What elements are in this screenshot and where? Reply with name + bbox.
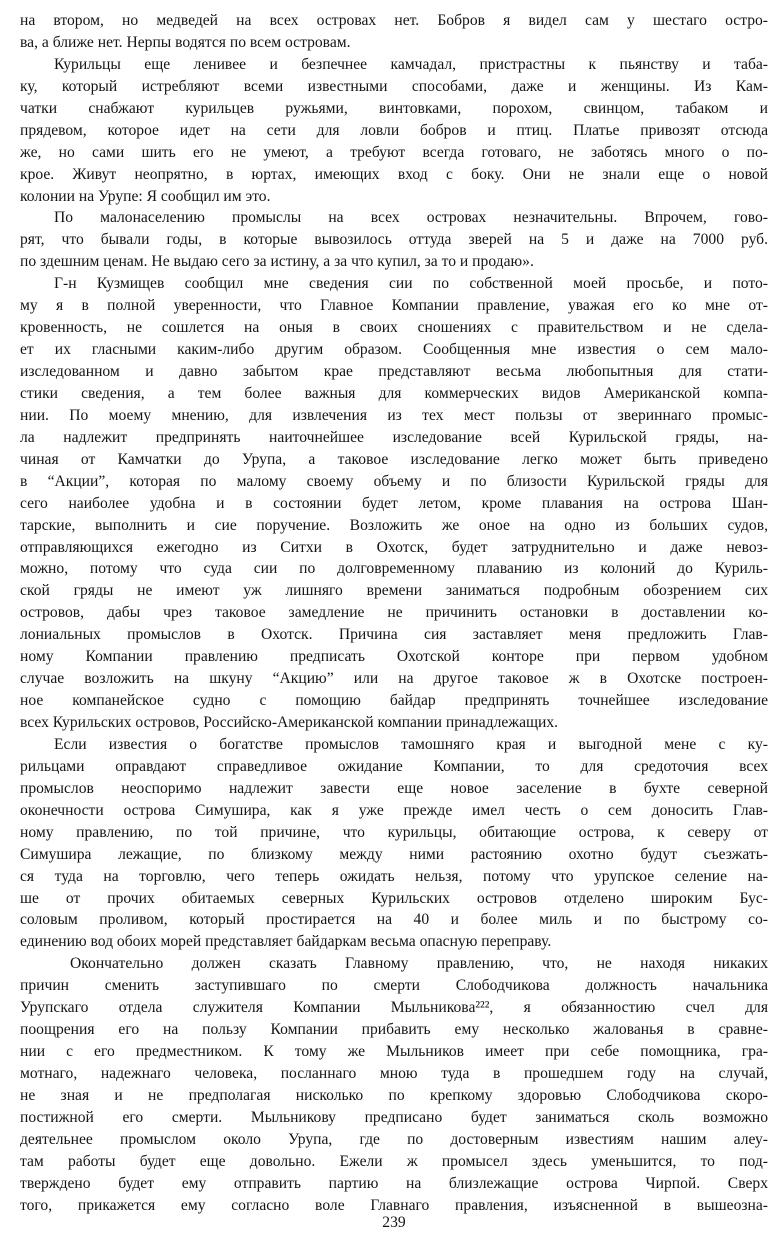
text-line: ва, а ближе нет. Нерпы водятся по всем островам. xyxy=(20,33,351,51)
book-page xyxy=(20,10,768,1238)
text-line: всех Курильских островов, Российско-Американской компании принадлежащих. xyxy=(20,714,559,731)
text-line: рят, что бывали годы, в которые вывозилось оттуда зверей на 5 и даже на 7000 руб. xyxy=(20,231,768,249)
text-line: изследованном и давно забытом крае представляют весьма любопытныя для стати- xyxy=(20,363,768,380)
text-line: му я в полной уверенности, что Главное Компании правление, уважая его ко мне от- xyxy=(20,297,768,315)
text-line: Г-н Кузмищев сообщил мне сведения сии по собственной моей просьбе, и пото- xyxy=(54,275,768,293)
text-line: Урупскаго отдела служителя Компании Мыльникова²²², я обязанностию счел для xyxy=(20,999,768,1017)
text-line: деятельнее промыслом около Урупа, где по достоверным известиям нашим алеу- xyxy=(20,1130,768,1148)
paragraph xyxy=(20,953,768,1216)
text-line: оконечности острова Симушира, как я уже прежде имел честь о сем доносить Глав- xyxy=(20,801,768,819)
paragraph xyxy=(20,54,768,208)
text-line: стики сведения, а тем более важныя для коммерческих видов Американской компа- xyxy=(20,384,768,402)
text-line: Окончательно должен сказать Главному правлению, что, не находя никаких xyxy=(70,955,768,973)
text-line: ше от прочих обитаемых северных Курильских островов отделено широким Бус- xyxy=(20,889,768,907)
text-line: лониальных промыслов в Охотск. Причина сия заставляет меня предложить Глав- xyxy=(20,626,768,644)
paragraph xyxy=(20,207,768,273)
text-line: того, прикажется ему согласно воле Главнаго правления, изъясненной в вышеозна- xyxy=(20,1196,768,1214)
text-line: промыслов неоспоримо надлежит завести еще новое заселение в бухте северной xyxy=(20,779,768,797)
text-line: рильцами оправдают справедливое ожидание Компании, то для средоточия всех xyxy=(20,757,768,775)
text-line: ской гряды не имеют уж лишняго времени заниматься подробным обозрением сих xyxy=(20,582,768,600)
text-line: можно, потому что суда сии по долговременному плаванию из колоний до Куриль- xyxy=(20,560,768,578)
text-line: тверждено будет ему отправить партию на близлежащие острова Чирпой. Сверх xyxy=(20,1174,768,1192)
text-line: островов, дабы чрез таковое замедление не причинить остановки в доставлении ко- xyxy=(20,604,768,622)
text-line: ному правлению, по той причине, что курильцы, обитающие острова, к северу от xyxy=(20,823,768,841)
text-line: отправляющихся ежегодно из Ситхи в Охотск, будет затруднительно и даже невоз- xyxy=(20,538,768,556)
text-line: случае возложить на шкуну “Акцию” или на другое таковое ж в Охотске построен- xyxy=(20,670,768,688)
text-line: чатки снабжают курильцев ружьями, винтовками, порохом, свинцом, табаком и xyxy=(20,99,768,117)
text-line: по здешним ценам. Не выдаю сего за истину, а за что купил, за то и продаю». xyxy=(20,253,534,271)
page-number: 239 xyxy=(382,1214,406,1231)
text-line: По малонаселению промыслы на всех островах незначительны. Впрочем, гово- xyxy=(54,209,768,227)
text-line: прядевом, которое идет на сети для ловли бобров и птиц. Платье привозят отсюда xyxy=(20,121,768,139)
text-line: ку, который истребляют всеми известными способами, даже и женщины. Из Кам- xyxy=(20,77,768,95)
text-line: в “Акции”, которая по малому своему объему и по близости Курильской гряды для xyxy=(20,472,768,490)
paragraph xyxy=(20,734,768,953)
paragraph xyxy=(20,273,768,734)
text-line: колонии на Урупе: Я сообщил им это. xyxy=(20,187,271,205)
text-line: ся туда на торговлю, чего теперь ожидать нельзя, потому что урупское селение на- xyxy=(20,867,768,885)
text-line: мотнаго, надежнаго человека, посланнаго мною туда в прошедшем году на случай, xyxy=(20,1065,768,1082)
text-line: крое. Живут неопрятно, в юртах, имеющих вход с боку. Они не знали еще о новой xyxy=(20,165,768,183)
text-line: же, но сами шить его не умеют, а требуют всегда готоваго, не заботясь много о по- xyxy=(20,143,768,161)
text-line: причин сменить заступившаго по смерти Слободчикова должность начальника xyxy=(20,977,768,995)
text-line: единению вод обоих морей представляет байдаркам весьма опасную переправу. xyxy=(20,933,552,951)
text-line: постижной его смерти. Мыльникову предписано будет заниматься сколь возможно xyxy=(20,1108,768,1126)
text-line: ное компанейское судно с помощию байдар предпринять точнейшее изследование xyxy=(20,692,768,710)
text-line: поощрения его на пользу Компании прибавить ему несколько жалованья в сравне- xyxy=(20,1021,768,1039)
text-line: кровенность, не сошлется на оныя в своих сношениях с правительством и не сдела- xyxy=(20,319,768,337)
text-line: нии с его предместником. К тому же Мыльников имеет при себе помощника, гра- xyxy=(20,1043,768,1061)
text-line: там работы будет еще довольно. Ежели ж промысел здесь уменьшится, то под- xyxy=(20,1152,768,1170)
text-line: Курильцы еще ленивее и безпечнее камчадал, пристрастны к пьянству и таба- xyxy=(54,55,768,73)
text-line: соловым проливом, который простирается на 40 и более миль и по быстрому со- xyxy=(20,911,768,929)
text-line: сего наиболее удобна и в состоянии будет летом, кроме плавания на острова Шан- xyxy=(20,494,768,512)
text-line: на втором, но медведей на всех островах нет. Бобров я видел сам у шестаго остро- xyxy=(20,12,768,29)
text-line: Если известия о богатстве промыслов тамошняго края и выгодной мене с ку- xyxy=(54,735,768,753)
text-line: ному Компании правлению предписать Охотской конторе при первом удобном xyxy=(20,648,768,666)
text-line: ла надлежит предпринять наиточнейшее изследование всей Курильской гряды, на- xyxy=(20,428,768,446)
text-line: ет их гласными каким-либо другим образом. Сообщенныя мне известия о сем мало- xyxy=(20,341,768,359)
text-line: тарские, выполнить и сие поручение. Возложить же оное на одно из больших судов, xyxy=(20,516,768,534)
text-line: чиная от Камчатки до Урупа, а таковое изследование легко может быть приведено xyxy=(20,450,768,468)
text-line: нии. По моему мнению, для извлечения из тех мест пользы от звериннаго промыс- xyxy=(20,406,768,424)
text-line: не зная и не предполагая нисколько по крепкому здоровью Слободчикова скоро- xyxy=(20,1086,768,1104)
text-line: Симушира лежащие, по близкому между ними растоянию охотно будут съезжать- xyxy=(20,845,768,863)
paragraph xyxy=(20,10,768,54)
